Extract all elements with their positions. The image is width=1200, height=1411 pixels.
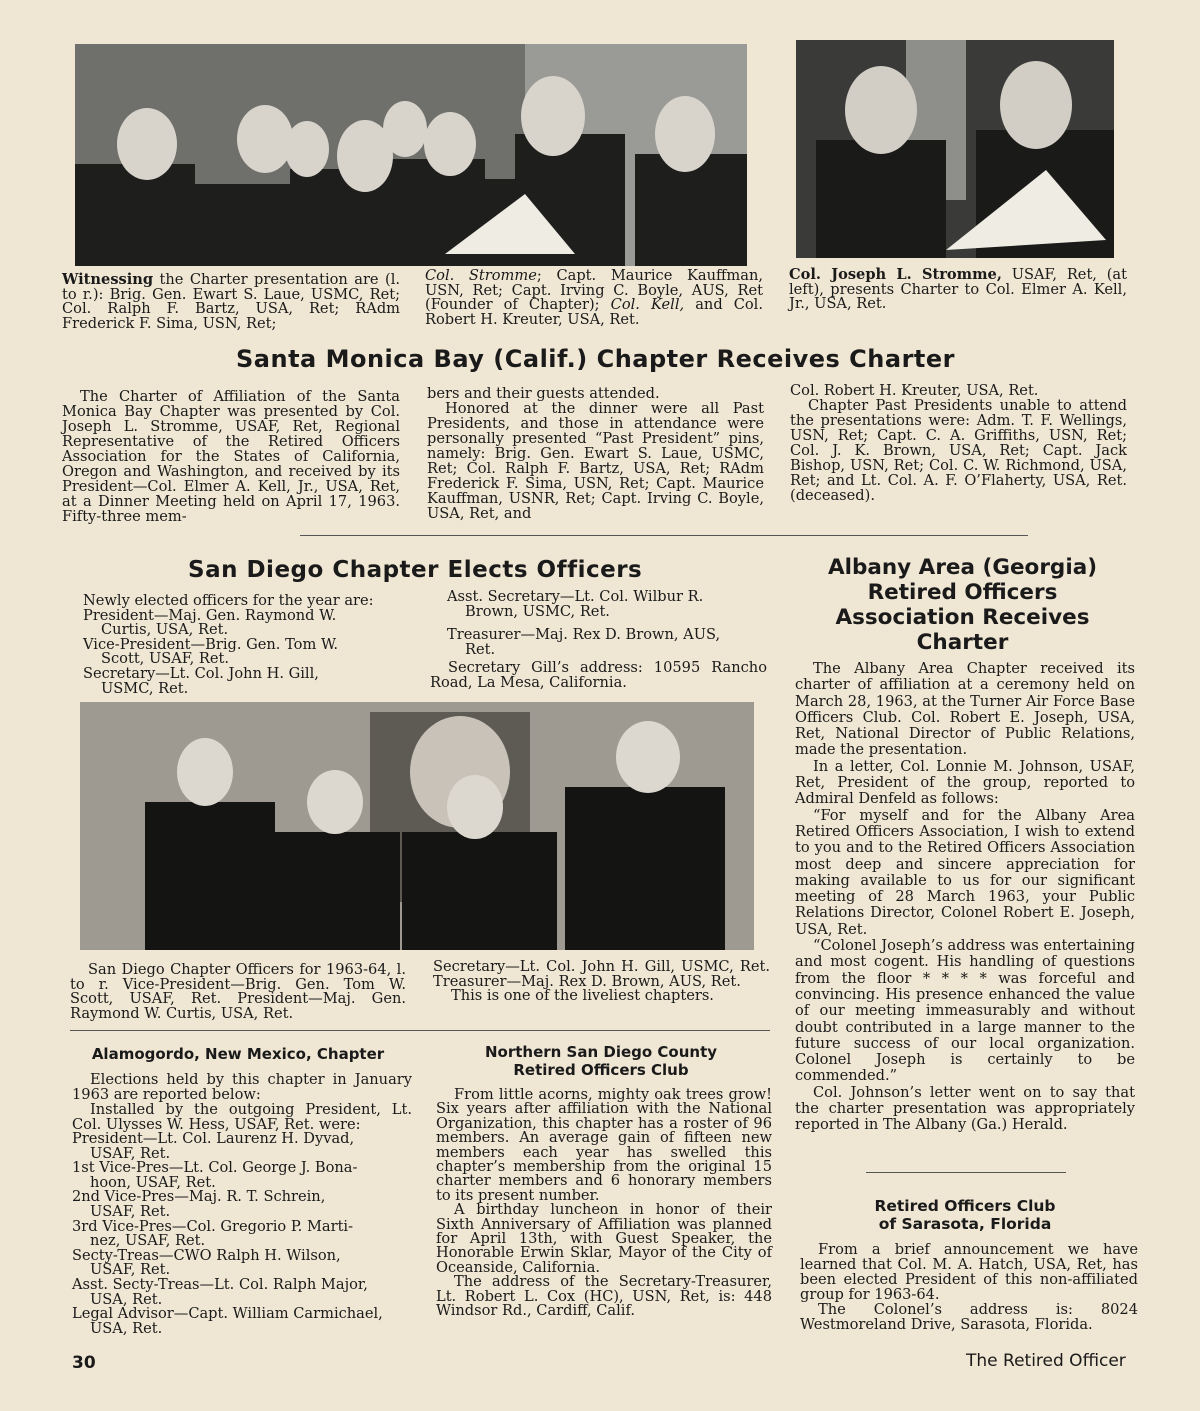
officer-line: Vice-President—Brig. Gen. Tom W.	[83, 635, 339, 653]
san-diego-headline: San Diego Chapter Elects Officers	[188, 557, 643, 583]
officer-line: Asst. Secretary—Lt. Col. Wilbur R.	[447, 588, 704, 605]
officer-line: 2nd Vice-Pres—Maj. R. T. Schrein,	[72, 1188, 326, 1206]
officer-line: Scott, USAF, Ret.	[101, 650, 230, 668]
officer-line: USA, Ret.	[90, 1319, 163, 1337]
san-diego-address	[430, 660, 767, 690]
northern-sd-paragraph: From little acorns, mighty oak trees grow! Six years after affiliation with the National Organization, this chapter has a roster of 96 members. An average gain of fifteen new members each year has swelled this chapter’s membership from the original 15 charter members and 6 honorary members to its present number.	[436, 1086, 772, 1204]
stromme-kell-photo	[796, 40, 1114, 258]
caption-rest: USAF, Ret, (at left), presents Charter to Col. Elmer A. Kell, Jr., USA, Ret.	[789, 266, 1127, 312]
san-diego-officer	[83, 635, 403, 668]
alamogordo-intro-block	[72, 1072, 412, 1132]
officer-line: Legal Advisor—Capt. William Carmichael,	[72, 1305, 383, 1323]
officer-line: Treasurer—Maj. Rex D. Brown, AUS,	[447, 626, 721, 644]
san-diego-officer	[83, 664, 403, 697]
page-number: 30	[72, 1353, 96, 1373]
caption-rest: the Charter presentation are (l. to r.): Brig. Gen. Ewart S. Laue, USMC, Ret; Col. Ralph F. Bartz, USA, Ret; RAdm Frederick F. Sima, USN, Ret;	[62, 271, 400, 332]
alamogordo-paragraph: Elections held by this chapter in January 1963 are reported below:	[72, 1071, 412, 1103]
officer-line: Asst. Secty-Treas—Lt. Col. Ralph Major,	[72, 1275, 368, 1293]
caption-lead: Witnessing	[62, 271, 154, 288]
sarasota-paragraph: The Colonel’s address is: 8024 Westmoreland Drive, Sarasota, Florida.	[800, 1301, 1138, 1333]
officer-line: Secty-Treas—CWO Ralph H. Wilson,	[72, 1246, 341, 1264]
albany-body	[795, 661, 1135, 1134]
albany-paragraph: Col. Johnson’s letter went on to say that the charter presentation was appropriately reported in The Albany (Ga.) Herald.	[795, 1083, 1135, 1134]
santa-monica-col2	[427, 386, 764, 521]
san-diego-address-text: Secretary Gill’s address: 10595 Rancho Road, La Mesa, California.	[430, 659, 767, 691]
santa-monica-paragraph: Chapter Past Presidents unable to attend the presentations were: Adm. T. F. Wellings, USN, Ret; Capt. C. A. Griffiths, USN, Ret; Col. J. K. Brown, USA, Ret; Capt. Jack Bishop, USN, Ret; Col. C. W. Richmond, USA, Ret; and Lt. Col. A. F. O’Flaherty, USA, Ret. (deceased).	[790, 397, 1127, 504]
officer-line: hoon, USAF, Ret.	[90, 1173, 216, 1191]
caption-end: and Col. Robert H. Kreuter, USA, Ret.	[425, 296, 763, 328]
sarasota-body	[800, 1242, 1138, 1332]
albany-paragraph: “Colonel Joseph’s address was entertaining and most cogent. His handling of questions from the floor * * * * was forceful and convincing. His presence enhanced the value of our meeting immeasurably and without doubt contributed in a large manner to the future success of our local organization. Colonel Joseph is certainly to be commended.”	[795, 937, 1135, 1085]
alamogordo-officer	[72, 1307, 412, 1336]
section-divider	[300, 535, 1028, 536]
sarasota-headline-line: Retired Officers Club	[874, 1197, 1056, 1215]
officer-line: President—Maj. Gen. Raymond W.	[83, 606, 337, 624]
albany-headline-line: Charter	[916, 630, 1009, 655]
caption-italic-stromme: Col. Stromme	[425, 267, 537, 284]
northern-sd-body	[436, 1088, 772, 1319]
alamogordo-officer	[72, 1190, 412, 1219]
san-diego-officers-right	[447, 590, 767, 666]
officer-line: 1st Vice-Pres—Lt. Col. George J. Bona-	[72, 1159, 358, 1177]
caption-mid: ; Capt. Maurice Kauffman, USN, Ret; Capt. Irving C. Boyle, AUS, Ret (Founder of Chapter);	[425, 267, 763, 313]
san-diego-officers-photo	[80, 702, 754, 950]
albany-paragraph: In a letter, Col. Lonnie M. Johnson, USAF, Ret, President of the group, reported to Admiral Denfeld as follows:	[795, 757, 1135, 808]
alamogordo-officer	[72, 1246, 412, 1279]
top-left-caption-col1	[62, 273, 400, 331]
san-diego-officer	[83, 606, 403, 639]
alamogordo-paragraph: Installed by the outgoing President, Lt. Col. Ulysses W. Hess, USAF, Ret. were:	[72, 1101, 412, 1133]
officer-line: USAF, Ret.	[90, 1261, 171, 1279]
charter-presentation-photo	[75, 44, 747, 266]
albany-paragraph: “For myself and for the Albany Area Retired Officers Association, I wish to extend to you and to the Retired Officers Association most deep and sincere appreciation for making available to us for our significant meeting of 28 March 1963, your Public Relations Director, Colonel Robert E. Joseph, USA, Ret.	[795, 806, 1135, 938]
santa-monica-paragraph: Honored at the dinner were all Past Presidents, and those in attendance were personally presented “Past President” pins, namely: Brig. Gen. Ewart S. Laue, USMC, Ret; Col. Ralph F. Bartz, USA, Ret; RAdm Frederick F. Sima, USN, Ret; Capt. Maurice Kauffman, USNR, Ret; Capt. Irving C. Boyle, USA, Ret, and	[427, 400, 764, 522]
publication-title: The Retired Officer	[966, 1351, 1126, 1371]
san-diego-caption-left	[70, 963, 406, 1021]
officer-line: USMC, Ret.	[101, 679, 189, 697]
san-diego-caption-right	[433, 960, 770, 1004]
san-diego-intro: Newly elected officers for the year are:	[83, 592, 374, 609]
san-diego-officer	[447, 628, 767, 657]
officer-line: USAF, Ret.	[90, 1144, 171, 1162]
albany-headline-line: Association Receives	[835, 605, 1090, 630]
san-diego-officer	[447, 590, 767, 619]
alamogordo-officer	[72, 1217, 412, 1250]
caption-lead: Col. Joseph L. Stromme,	[789, 266, 1002, 283]
alamogordo-body	[72, 1072, 412, 1336]
san-diego-officers-left	[83, 594, 403, 696]
top-right-caption	[789, 268, 1127, 312]
sarasota-headline-line: of Sarasota, Florida	[878, 1215, 1052, 1233]
caption-italic-kell: Col. Kell,	[610, 296, 685, 313]
caption-text: San Diego Chapter Officers for 1963-64, l. to r. Vice-President—Brig. Gen. Tom W. Scott, USAF, Ret. President—Maj. Gen. Raymond W. Curtis, USA, Ret.	[70, 961, 406, 1022]
officer-line: Curtis, USA, Ret.	[101, 621, 229, 639]
officer-line: USA, Ret.	[90, 1290, 163, 1308]
albany-headline-line: Retired Officers	[867, 580, 1058, 605]
santa-monica-paragraph: Col. Robert H. Kreuter, USA, Ret.	[790, 382, 1039, 399]
caption-text: Secretary—Lt. Col. John H. Gill, USMC, Ret. Treasurer—Maj. Rex D. Brown, AUS, Ret.	[433, 958, 770, 990]
santa-monica-col3	[790, 383, 1127, 503]
northern-sd-headline-line: Northern San Diego County	[484, 1043, 718, 1061]
top-left-caption-col2	[425, 269, 763, 327]
northern-sd-headline-line: Retired Officers Club	[513, 1061, 689, 1079]
alamogordo-officer	[72, 1275, 412, 1308]
northern-sd-headline	[430, 1043, 772, 1079]
officer-line: 3rd Vice-Pres—Col. Gregorio P. Marti-	[72, 1217, 354, 1235]
officer-line: USAF, Ret.	[90, 1202, 171, 1220]
section-divider	[866, 1172, 1066, 1173]
alamogordo-officer	[72, 1161, 412, 1190]
northern-sd-paragraph: A birthday luncheon in honor of their Sixth Anniversary of Affiliation was planned for April 13th, with Guest Speaker, the Honorable Erwin Sklar, Mayor of the City of Oceanside, California.	[436, 1201, 772, 1276]
section-divider	[70, 1030, 770, 1031]
santa-monica-paragraph: The Charter of Affiliation of the Santa Monica Bay Chapter was presented by Col. Joseph L. Stromme, USAF, Ret, Regional Representative of the Retired Officers Association for the States of California, Oregon and Washington, and received by its President—Col. Elmer A. Kell, Jr., USA, Ret, at a Dinner Meeting held on April 17, 1963. Fifty-three mem-	[62, 388, 400, 525]
albany-headline	[790, 555, 1135, 655]
officer-line: Brown, USMC, Ret.	[465, 602, 610, 620]
officer-line: nez, USAF, Ret.	[90, 1232, 206, 1250]
alamogordo-headline: Alamogordo, New Mexico, Chapter	[91, 1045, 385, 1063]
officer-line: Secretary—Lt. Col. John H. Gill,	[83, 664, 319, 682]
northern-sd-paragraph: The address of the Secretary-Treasurer, Lt. Robert L. Cox (HC), USN, Ret, is: 448 Windsor Rd., Cardiff, Calif.	[436, 1273, 772, 1320]
albany-paragraph: The Albany Area Chapter received its charter of affiliation at a ceremony held on March 28, 1963, at the Turner Air Force Base Officers Club. Col. Robert E. Joseph, USA, Ret, National Director of Public Relations, made the presentation.	[795, 660, 1135, 759]
sarasota-paragraph: From a brief announcement we have learned that Col. M. A. Hatch, USA, Ret, has been elected President of this non-affiliated group for 1963-64.	[800, 1241, 1138, 1303]
santa-monica-paragraph: bers and their guests attended.	[427, 385, 660, 402]
alamogordo-officer	[72, 1132, 412, 1161]
santa-monica-col1	[62, 389, 400, 524]
caption-text: This is one of the liveliest chapters.	[451, 987, 714, 1004]
alamogordo-officer-list	[72, 1132, 412, 1336]
santa-monica-headline: Santa Monica Bay (Calif.) Chapter Receives Charter	[236, 345, 955, 373]
officer-line: President—Lt. Col. Laurenz H. Dyvad,	[72, 1130, 355, 1147]
officer-line: Ret.	[465, 640, 496, 658]
sarasota-headline	[795, 1197, 1135, 1233]
albany-headline-line: Albany Area (Georgia)	[827, 555, 1098, 580]
